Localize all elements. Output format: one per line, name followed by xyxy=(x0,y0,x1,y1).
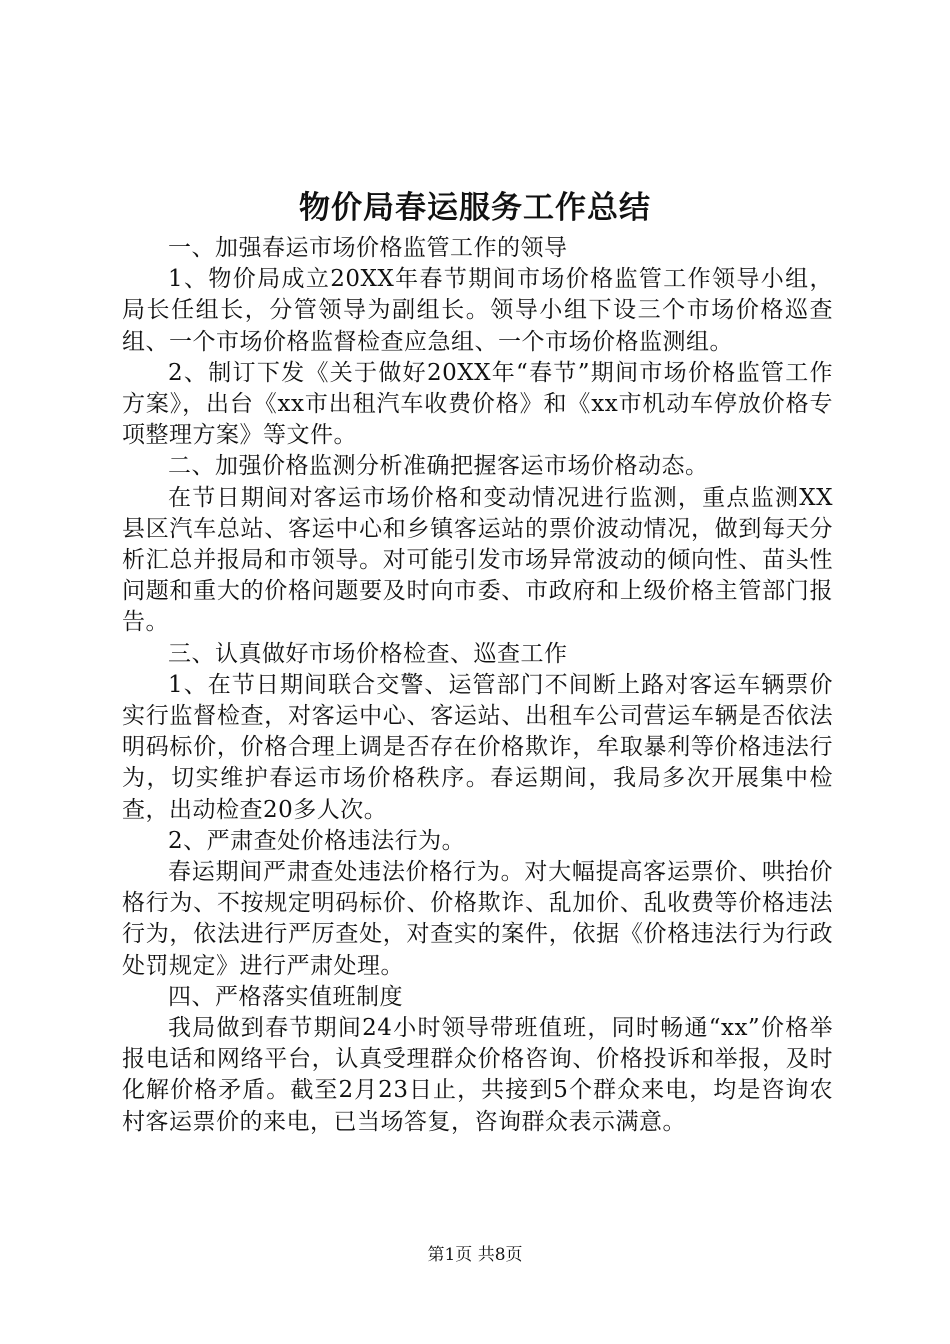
paragraph-2-1: 在节日期间对客运市场价格和变动情况进行监测，重点监测XX县区汽车总站、客运中心和乡镇客运站的票价波动情况，做到每天分析汇总并报局和市领导。对可能引发市场异常波动的倾向性、苗头性问题和重大的价格问题要及时向市委、市政府和上级价格主管部门报告。 xyxy=(122,484,833,636)
paragraph-1-1: 1、物价局成立20XX年春节期间市场价格监管工作领导小组，局长任组长，分管领导为副组长。领导小组下设三个市场价格巡查组、一个市场价格监督检查应急组、一个市场价格监测组。 xyxy=(122,266,833,355)
paragraph-4-1: 我局做到春节期间24小时领导带班值班，同时畅通“xx”价格举报电话和网络平台，认真受理群众价格咨询、价格投诉和举报，及时化解价格矛盾。截至2月23日止，共接到5个群众来电，均是咨询农村客运票价的来电，已当场答复，咨询群众表示满意。 xyxy=(122,1015,833,1135)
paragraph-1-2: 2、制订下发《关于做好20XX年“春节”期间市场价格监管工作方案》，出台《xx市出租汽车收费价格》和《xx市机动车停放价格专项整理方案》等文件。 xyxy=(122,359,833,449)
document-title: 物价局春运服务工作总结 xyxy=(299,190,651,226)
paragraph-3-1: 1、在节日期间联合交警、运管部门不间断上路对客运车辆票价实行监督检查，对客运中心、客运站、出租车公司营运车辆是否依法明码标价，价格合理上调是否存在价格欺诈，牟取暴利等价格违法行为，切实维护春运市场价格秩序。春运期间，我局多次开展集中检查，出动检查20多人次。 xyxy=(122,671,833,823)
section-heading-3: 三、认真做好市场价格检查、巡查工作 xyxy=(168,640,568,667)
section-heading-1: 一、加强春运市场价格监管工作的领导 xyxy=(168,235,568,261)
paragraph-3-2: 2、严肃查处价格违法行为。 xyxy=(168,827,466,854)
page-footer: 第1页 共8页 xyxy=(427,1245,523,1265)
section-heading-2: 二、加强价格监测分析准确把握客运市场价格动态。 xyxy=(168,453,709,480)
paragraph-3-3: 春运期间严肃查处违法价格行为。对大幅提高客运票价、哄抬价格行为、不按规定明码标价、价格欺诈、乱加价、乱收费等价格违法行为，依法进行严厉查处，对查实的案件，依据《价格违法行为行政处罚规定》进行严肃处理。 xyxy=(122,859,833,979)
document-body xyxy=(122,233,833,1138)
section-heading-4: 四、严格落实值班制度 xyxy=(168,983,403,1010)
